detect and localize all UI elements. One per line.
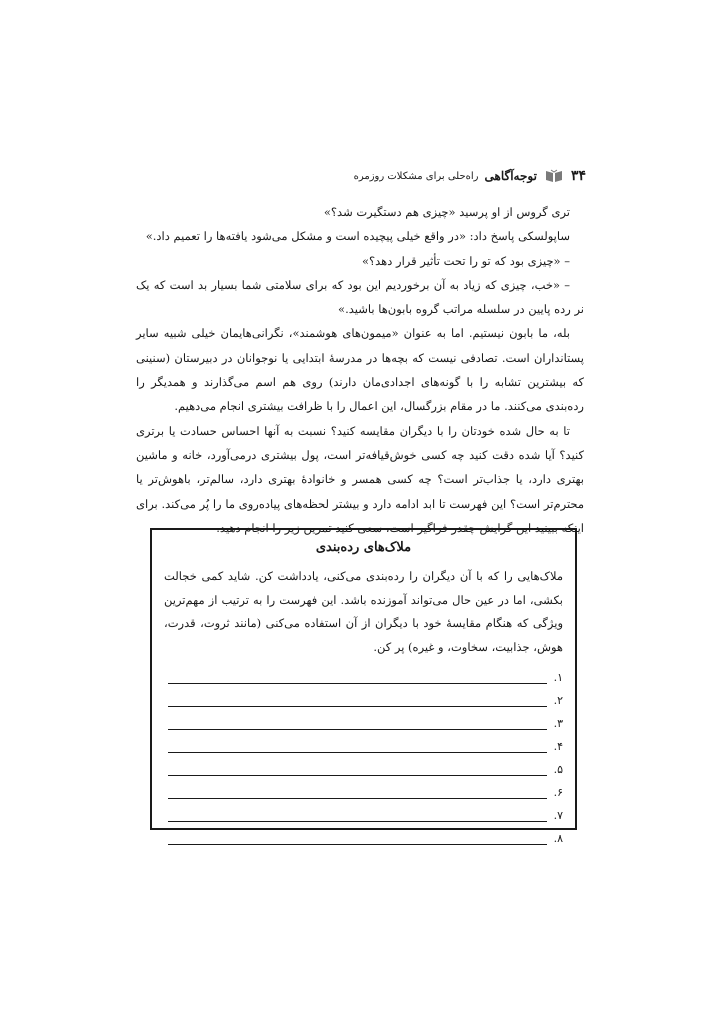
exercise-title: ملاک‌های رده‌بندی bbox=[315, 540, 412, 555]
answer-item-6 bbox=[164, 776, 563, 799]
answer-item-3 bbox=[164, 707, 563, 730]
answer-line[interactable] bbox=[168, 830, 547, 845]
dialog-line: ساپولسکی پاسخ داد: «در واقع خیلی پیچیده است و مشکل می‌شود یافته‌ها را تعمیم داد.» bbox=[145, 229, 570, 244]
answer-list bbox=[164, 661, 563, 845]
answer-item-8 bbox=[164, 822, 563, 845]
answer-item-5 bbox=[164, 753, 563, 776]
answer-number: ۲. bbox=[553, 694, 563, 707]
answer-item-4 bbox=[164, 730, 563, 753]
paragraph: بله، ما بابون نیستیم. اما به عنوان «میمون‌های هوشمند»، نگرانی‌هایمان خیلی شبیه سایر پستانداران است. تصادفی نیست که بچه‌ها در مدرسهٔ ابتدایی یا نوجوانان در دبیرستان (سنینی که بیشترین تشابه را با گونه‌های اجدادی‌مان دارند) روی هم اسم می‌گذارند و همدیگر را رده‌بندی می‌کنند. ما در مقام بزرگسال، این اعمال را با ظرافت بیشتری انجام می‌دهیم. bbox=[136, 326, 584, 414]
page-number: ۳۴ bbox=[570, 168, 586, 184]
answer-item-1 bbox=[164, 661, 563, 684]
answer-line[interactable] bbox=[168, 692, 547, 707]
dialog-line: تری گروس از او پرسید «چیزی هم دستگیرت شد؟» bbox=[323, 205, 570, 219]
answer-number: ۸. bbox=[553, 832, 563, 845]
answer-number: ۴. bbox=[553, 740, 563, 753]
answer-item-7 bbox=[164, 799, 563, 822]
book-subtitle: راه‌حلی برای مشکلات روزمره bbox=[353, 170, 479, 182]
answer-number: ۷. bbox=[553, 809, 563, 822]
answer-line[interactable] bbox=[168, 669, 547, 684]
answer-line[interactable] bbox=[168, 738, 547, 753]
body-text bbox=[136, 200, 584, 540]
book-logo-icon bbox=[545, 169, 563, 183]
answer-line[interactable] bbox=[168, 761, 547, 776]
answer-item-2 bbox=[164, 684, 563, 707]
answer-line[interactable] bbox=[168, 784, 547, 799]
answer-number: ۳. bbox=[553, 717, 563, 730]
answer-line[interactable] bbox=[168, 715, 547, 730]
answer-number: ۵. bbox=[553, 763, 563, 776]
paragraph: تا به حال شده خودتان را با دیگران مقایسه کنید؟ نسبت به آنها احساس حسادت یا برتری کنید؟ آیا شده دقت کنید چه کسی خوش‌قیافه‌تر است، پول بیشتری درمی‌آورد، خانه و ماشین بهتری دارد، یا جذاب‌تر است؟ چه کسی همسر و خانوادهٔ بهتری دارد، سالم‌تر، باهوش‌تر یا محترم‌تر است؟ این فهرست تا ابد ادامه دارد و بیشتر لحظه‌های پیاده‌روی ما را پُر می‌کند. برای اینکه ببینید این گرایش چقدر فراگیر است، سعی کنید تمرین زیر را انجام دهید. bbox=[136, 423, 584, 535]
answer-line[interactable] bbox=[168, 807, 547, 822]
exercise-box bbox=[150, 528, 577, 845]
dialog-line: – «خب، چیزی که زیاد به آن برخوردیم این بود که برای سلامتی شما بسیار بد است که یک نر رده پایین در سلسله مراتب گروه بابون‌ها باشید.» bbox=[136, 277, 584, 317]
book-title: توجه‌آگاهی bbox=[484, 169, 537, 183]
answer-number: ۱. bbox=[553, 671, 563, 684]
dialog-line: – «چیزی بود که تو را تحت تأثیر قرار دهد؟» bbox=[362, 253, 570, 268]
page-header bbox=[140, 168, 586, 184]
answer-number: ۶. bbox=[553, 786, 563, 799]
exercise-instructions: ملاک‌هایی را که با آن دیگران را رده‌بندی می‌کنی، یادداشت کن. شاید کمی خجالت بکشی، اما در عین حال می‌تواند آموزنده باشد. این فهرست را به ترتیب از مهم‌ترین ویژگی که هنگام مقایسهٔ خود با دیگران از آن استفاده می‌کنی (مانند ثروت، قدرت، هوش، جذابیت، سخاوت، و غیره) پر کن. bbox=[164, 569, 563, 654]
